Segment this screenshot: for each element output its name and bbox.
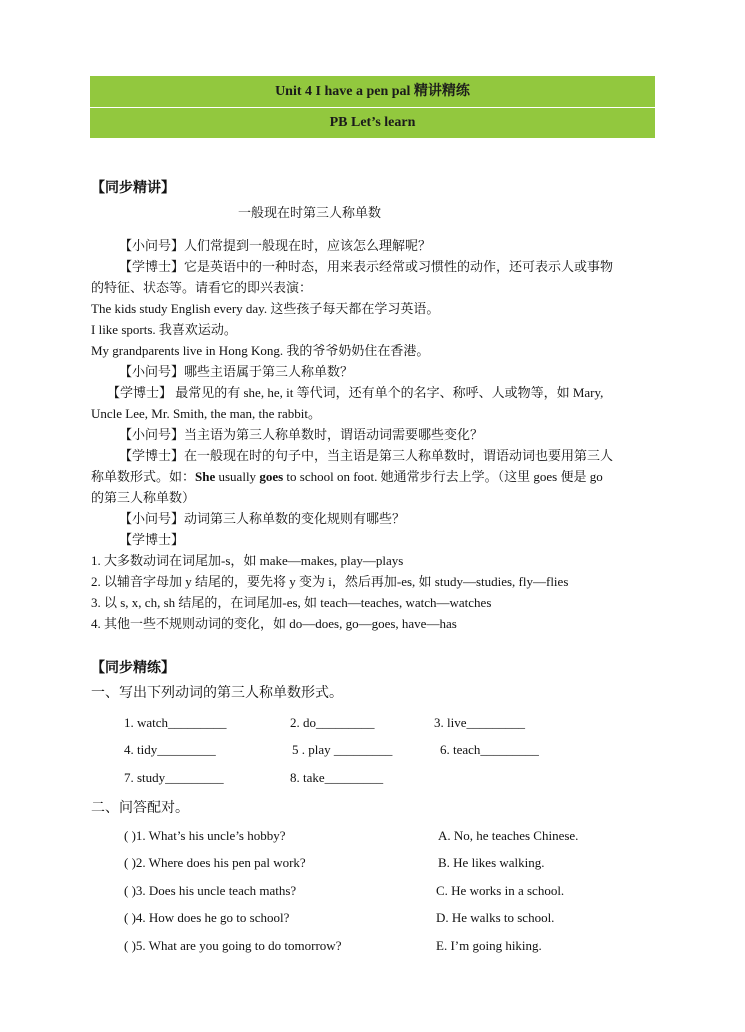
- verb-item-4: 4. tidy_________: [124, 742, 216, 757]
- practice-heading: 【同步精练】: [91, 661, 175, 676]
- answer-2-line-1: 【学博士】 最常见的有 she, he, it 等代词，还有单个的名字、称呼、人或物等，如 Mary,: [107, 385, 604, 400]
- match-answer-a: A. No, he teaches Chinese.: [438, 828, 579, 843]
- match-question-5: ( )5. What are you going to do tomorrow?: [124, 938, 342, 953]
- section-2-title: 二、问答配对。: [91, 801, 189, 816]
- lecture-heading: 【同步精讲】: [91, 181, 175, 196]
- verb-item-1: 1. watch_________: [124, 715, 227, 730]
- match-question-2: ( )2. Where does his pen pal work?: [124, 855, 306, 870]
- rule-1: 1. 大多数动词在词尾加-s，如 make—makes, play—plays: [91, 553, 404, 568]
- example-3: My grandparents live in Hong Kong. 我的爷爷奶奶住在香港。: [91, 343, 430, 358]
- title-banner: [90, 76, 655, 109]
- rule-3: 3. 以 s, x, ch, sh 结尾的，在词尾加-es, 如 teach—teaches, watch—watches: [91, 595, 492, 610]
- verb-item-7: 7. study_________: [124, 770, 224, 785]
- verb-item-6: 6. teach_________: [440, 742, 539, 757]
- match-answer-c: C. He works in a school.: [436, 883, 565, 898]
- example-1: The kids study English every day. 这些孩子每天都在学习英语。: [91, 301, 440, 316]
- lecture-topic: 一般现在时第三人称单数: [238, 205, 382, 220]
- answer-3-text-b: usually: [215, 469, 260, 484]
- answer-3-line-3: 的第三人称单数）: [91, 490, 196, 505]
- verb-item-2: 2. do_________: [290, 715, 375, 730]
- match-answer-e: E. I’m going hiking.: [436, 938, 542, 953]
- question-2: 【小问号】哪些主语属于第三人称单数？: [119, 364, 354, 379]
- match-question-3: ( )3. Does his uncle teach maths?: [124, 883, 297, 898]
- subtitle-banner: [90, 108, 655, 138]
- question-4: 【小问号】动词第三人称单数的变化规则有哪些？: [119, 511, 406, 526]
- answer-2-line-2: Uncle Lee, Mr. Smith, the man, the rabbit。: [91, 406, 321, 421]
- match-question-1: ( )1. What’s his uncle’s hobby?: [124, 828, 286, 843]
- rule-2: 2. 以辅音字母加 y 结尾的，要先将 y 变为 i，然后再加-es, 如 study—studies, fly—flies: [91, 574, 569, 589]
- answer-3-she: She: [195, 469, 216, 484]
- section-1-title: 一、写出下列动词的第三人称单数形式。: [91, 686, 343, 701]
- answer-3-line-2: [91, 466, 603, 485]
- page-title: Unit 4 I have a pen pal 精讲精练: [275, 84, 470, 99]
- answer-1-line-1: 【学博士】它是英语中的一种时态，用来表示经常或习惯性的动作，还可表示人或事物: [119, 259, 614, 274]
- answer-3-goes: goes: [259, 469, 284, 484]
- answer-3-line-1: 【学博士】在一般现在时的句子中，当主语是第三人称单数时，谓语动词也要用第三人: [119, 448, 614, 463]
- verb-item-5: 5 . play _________: [292, 742, 393, 757]
- match-answer-d: D. He walks to school.: [436, 910, 555, 925]
- answer-4: 【学博士】: [119, 532, 185, 547]
- rule-4: 4. 其他一些不规则动词的变化，如 do—does, go—goes, have—has: [91, 616, 457, 631]
- verb-item-8: 8. take_________: [290, 770, 384, 785]
- page-subtitle: PB Let’s learn: [329, 115, 416, 130]
- match-answer-b: B. He likes walking.: [438, 855, 545, 870]
- question-1: 【小问号】人们常提到一般现在时，应该怎么理解呢？: [119, 238, 432, 253]
- question-3: 【小问号】当主语为第三人称单数时，谓语动词需要哪些变化？: [119, 427, 484, 442]
- match-question-4: ( )4. How does he go to school?: [124, 910, 290, 925]
- verb-item-3: 3. live_________: [434, 715, 525, 730]
- answer-3-text-c: to school on foot. 她通常步行去上学。（这里 goes 便是 go: [283, 469, 603, 484]
- answer-3-text-a: 称单数形式。如：: [91, 469, 196, 484]
- answer-1-line-2: 的特征、状态等。请看它的即兴表演：: [91, 280, 313, 295]
- example-2: I like sports. 我喜欢运动。: [91, 322, 237, 337]
